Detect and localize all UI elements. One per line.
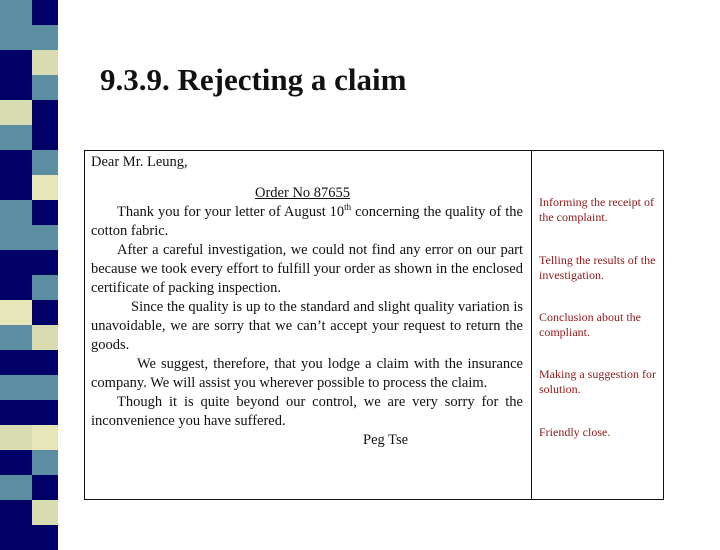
paragraph-2: After a careful investigation, we could not find any error on our part because we took every effort to fulfill your order as shown in the enclosed certificate of packing inspection. — [91, 242, 523, 296]
letter-table — [84, 150, 664, 500]
paragraph-1-superscript: th — [344, 202, 352, 213]
stripe-block — [0, 75, 32, 100]
stripe-block — [32, 450, 58, 475]
stripe-block — [32, 125, 58, 150]
paragraph-3: Since the quality is up to the standard and slight quality variation is unavoidable, we are sorry that we can’t accept your request to return the goods. — [91, 299, 523, 353]
stripe-block — [0, 400, 32, 425]
stripe-block — [0, 225, 32, 250]
stripe-block — [32, 200, 58, 225]
stripe-block — [32, 525, 58, 550]
note-suggestion: Making a suggestion for solution. — [539, 367, 656, 396]
paragraph-1-end: concerning the quality of the cotton fabric. — [91, 204, 523, 239]
stripe-block — [32, 300, 58, 325]
signature: Peg Tse — [363, 432, 409, 448]
stripe-block — [32, 325, 58, 350]
stripe-block — [32, 225, 58, 250]
paragraph-5: Though it is quite beyond our control, we are very sorry for the inconvenience you have suffered. — [91, 394, 523, 429]
stripe-block — [32, 0, 58, 25]
stripe-block — [0, 525, 32, 550]
stripe-block — [0, 500, 32, 525]
stripe-block — [0, 450, 32, 475]
stripe-block — [0, 0, 32, 25]
stripe-block — [0, 150, 32, 175]
stripe-block — [0, 425, 32, 450]
stripe-block — [0, 100, 32, 125]
order-number: Order No 87655 — [255, 185, 351, 201]
stripe-column-left — [0, 0, 32, 540]
stripe-block — [32, 100, 58, 125]
stripe-block — [32, 250, 58, 275]
salutation: Dear Mr. Leung, — [91, 154, 188, 170]
stripe-block — [0, 25, 32, 50]
stripe-block — [32, 175, 58, 200]
stripe-block — [32, 375, 58, 400]
stripe-block — [0, 325, 32, 350]
note-investigation: Telling the results of the investigation. — [539, 253, 656, 282]
stripe-block — [32, 475, 58, 500]
stripe-block — [0, 200, 32, 225]
stripe-block — [32, 500, 58, 525]
stripe-block — [32, 275, 58, 300]
stripe-block — [0, 300, 32, 325]
note-friendly-close: Friendly close. — [539, 425, 611, 439]
stripe-block — [32, 50, 58, 75]
letter-body — [91, 153, 523, 450]
stripe-block — [0, 175, 32, 200]
stripe-block — [0, 250, 32, 275]
stripe-block — [0, 125, 32, 150]
column-divider — [531, 151, 532, 499]
paragraph-4: We suggest, therefore, that you lodge a claim with the insurance company. We will assist you wherever possible to process the claim. — [91, 356, 523, 391]
stripe-block — [0, 350, 32, 375]
stripe-block — [32, 75, 58, 100]
note-conclusion: Conclusion about the compliant. — [539, 310, 641, 339]
stripe-block — [32, 400, 58, 425]
paragraph-1 — [91, 203, 523, 241]
note-receipt: Informing the receipt of the complaint. — [539, 195, 654, 224]
stripe-block — [0, 375, 32, 400]
slide-title: 9.3.9. Rejecting a claim — [100, 62, 407, 97]
stripe-block — [0, 275, 32, 300]
stripe-column-right — [32, 0, 58, 540]
stripe-block — [32, 425, 58, 450]
stripe-block — [0, 50, 32, 75]
paragraph-1-start: Thank you for your letter of August 10 — [117, 204, 345, 220]
stripe-block — [0, 475, 32, 500]
stripe-block — [32, 150, 58, 175]
stripe-block — [32, 25, 58, 50]
decorative-stripe — [0, 0, 72, 540]
stripe-block — [32, 350, 58, 375]
